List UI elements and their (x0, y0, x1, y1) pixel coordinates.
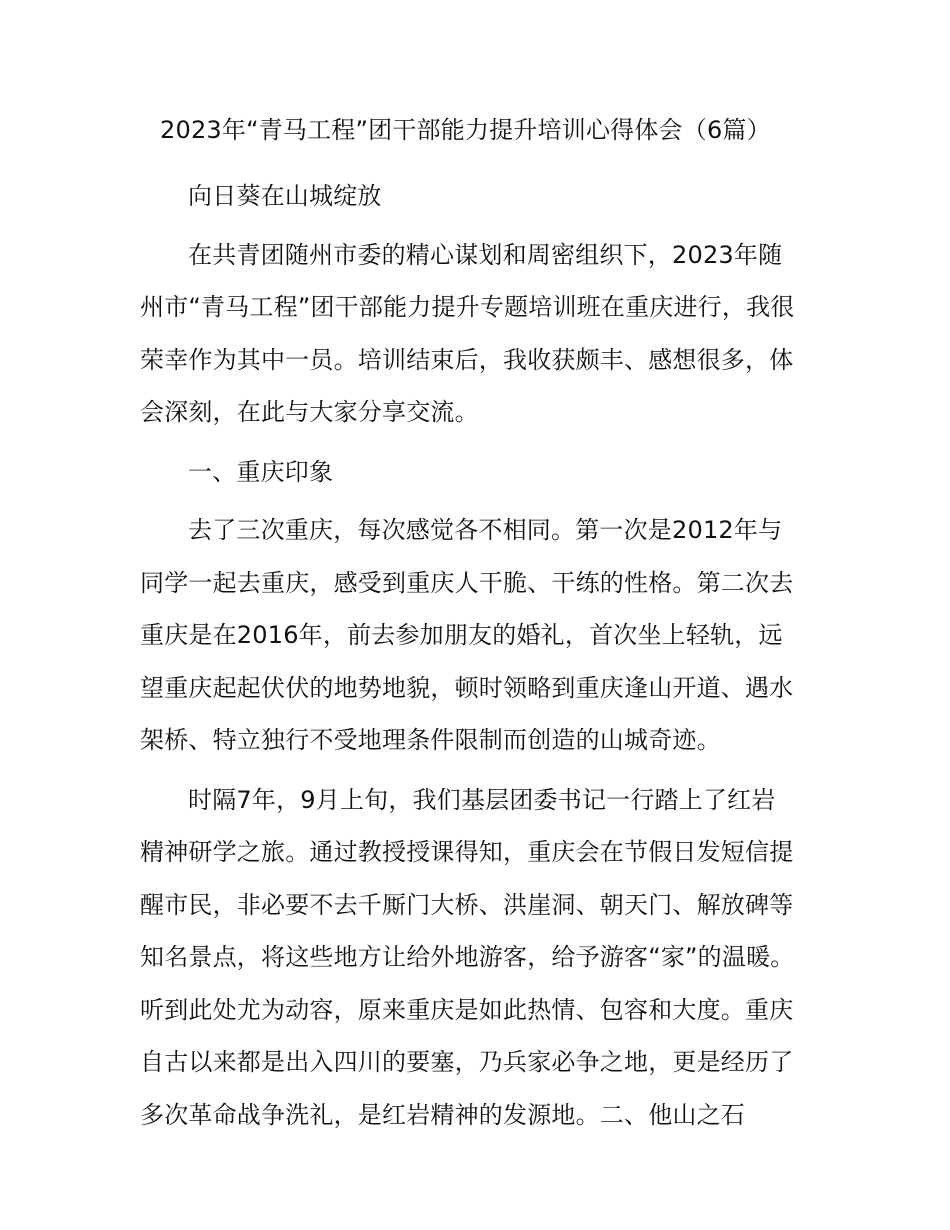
article-subtitle: 向日葵在山城绽放 (188, 182, 382, 210)
paragraph-line: 重庆是在2016年，前去参加朋友的婚礼，首次坐上轻轨，远 (140, 621, 783, 649)
paragraph-line: 精神研学之旅。通过教授授课得知，重庆会在节假日发短信提 (140, 838, 794, 866)
paragraph-3 (140, 774, 812, 1142)
paragraph-line: 会深刻，在此与大家分享交流。 (140, 398, 479, 426)
section-heading-1: 一、重庆印象 (188, 457, 334, 486)
document-body (140, 104, 812, 1148)
paragraph-line: 时隔7年，9月上旬，我们基层团委书记一行踏上了红岩 (188, 785, 776, 814)
paragraph-line: 州市“青马工程”团干部能力提升专题培训班在重庆进行，我很 (140, 293, 795, 321)
paragraph-line: 去了三次重庆，每次感觉各不相同。第一次是2012年与 (188, 516, 783, 544)
paragraph-line: 知名景点，将这些地方让给外地游客，给予游客“家”的温暖。 (140, 943, 795, 971)
paragraph-line: 多次革命战争洗礼，是红岩精神的发源地。二、他山之石 (140, 1100, 745, 1129)
paragraph-line: 听到此处尤为动容，原来重庆是如此热情、包容和大度。重庆 (140, 995, 794, 1024)
paragraph-2 (140, 504, 812, 767)
document-title: 2023年“青马工程”团干部能力提升培训心得体会（6篇） (160, 116, 771, 144)
paragraph-line: 在共青团随州市委的精心谋划和周密组织下，2023年随 (188, 240, 783, 269)
paragraph-line: 醒市民，非必要不去千厮门大桥、洪崖洞、朝天门、解放碑等 (140, 890, 794, 919)
paragraph-line: 望重庆起起伏伏的地势地貌，顿时领略到重庆逢山开道、遇水 (140, 673, 794, 702)
paragraph-line: 自古以来都是出入四川的要塞，乃兵家必争之地，更是经历了 (140, 1048, 794, 1076)
paragraph-line: 同学一起去重庆，感受到重庆人干脆、干练的性格。第二次去 (140, 568, 794, 597)
paragraph-line: 架桥、特立独行不受地理条件限制而创造的山城奇迹。 (140, 726, 721, 754)
paragraph-1 (140, 229, 812, 439)
paragraph-line: 荣幸作为其中一员。培训结束后，我收获颇丰、感想很多，体 (140, 345, 794, 374)
